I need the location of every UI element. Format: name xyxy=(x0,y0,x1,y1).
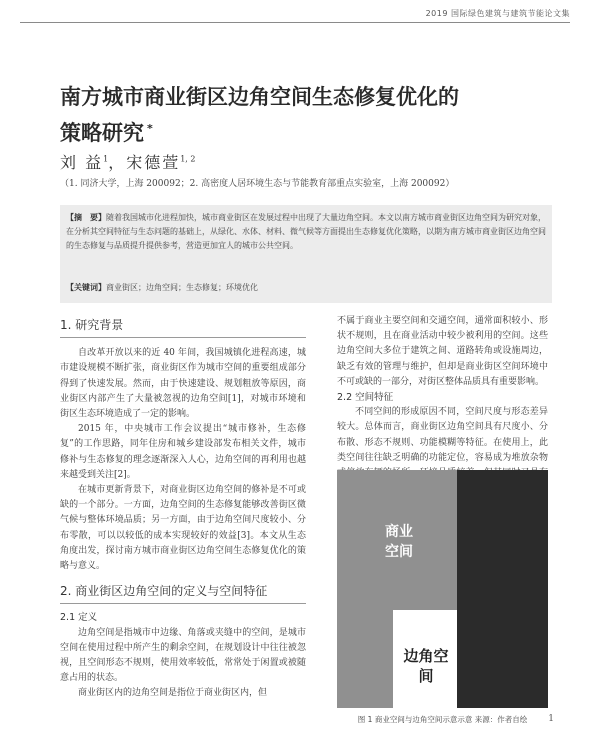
left-column xyxy=(60,318,306,702)
author-affiliation-mark: 1 xyxy=(103,154,109,164)
abstract-text: 随着我国城市化进程加快，城市商业街区在发展过程中出现了大量边角空间。本文以南方城市商业街区边角空间为研究对象，在分析其空间特征与生态问题的基础上，从绿化、水体、材料、微气候等方面提出生态修复优化策略，以期为南方城市商业街区边角空间的生态修复与品质提升提供参考，营造更加宜人的城市公共空间。 xyxy=(66,213,546,250)
figure-1 xyxy=(337,470,548,708)
page-number: 1 xyxy=(548,714,554,724)
title-line-1: 南方城市商业街区边角空间生态修复优化的 xyxy=(60,85,459,109)
subsection-heading-2-2: 2.2 空间特征 xyxy=(337,392,394,404)
figure-label-commercial: 商业空间 xyxy=(385,524,413,560)
author-name: 刘 益 xyxy=(60,153,104,172)
header-rule xyxy=(20,22,570,23)
keywords xyxy=(66,281,546,294)
running-header: 2019 国际绿色建筑与建筑节能论文集 xyxy=(425,9,570,18)
author-affiliation-mark: 1, 2 xyxy=(180,154,196,164)
author-name: 宋德萱 xyxy=(126,153,181,172)
keywords-label: 【关键词】 xyxy=(66,282,106,292)
title-line-2: 策略研究 * xyxy=(60,121,153,145)
figure-label-corner: 边角空间 xyxy=(403,647,449,685)
section-heading-1: 1. 研究背景 xyxy=(60,318,306,338)
author-affiliations: （1. 同济大学，上海 200092；2. 高密度人居环境生态与节能教育部重点实验室，上海 200092） xyxy=(60,179,455,189)
paragraph: 不属于商业主要空间和交通空间，通常面积较小、形状不规则，且在商业活动中较少被利用的空间。这些边角空间大多位于建筑之间、道路转角或设施周边，缺乏有效的管理与维护，但却是商业街区空间环境中不可或缺的一部分，对街区整体品质具有重要影响。 xyxy=(337,316,548,387)
subsection-heading-2-1: 2.1 定义 xyxy=(60,612,98,624)
paragraph: 2015 年，中央城市工作会议提出“城市修补，生态修复”的工作思路，同年住房和城乡建设部发布相关文件，城市修补与生态修复的理念逐渐深入人心，边角空间的再利用也越来越受到关注[2]。 xyxy=(60,424,306,480)
keywords-text: 商业街区；边角空间；生态修复；环境优化 xyxy=(106,283,258,292)
section-heading-2: 2. 商业街区边角空间的定义与空间特征 xyxy=(60,584,306,604)
abstract xyxy=(66,210,546,253)
abstract-label: 【摘 要】 xyxy=(66,212,106,222)
figure-caption: 图 1 商业空间与边角空间示意示意 来源：作者自绘 xyxy=(357,715,528,724)
paragraph: 商业街区内的边角空间是指位于商业街区内，但 xyxy=(78,688,268,699)
author-list xyxy=(60,150,195,173)
paragraph: 在城市更新背景下，对商业街区边角空间的修补是不可或缺的一个部分。一方面，边角空间的生态修复能够改善街区微气候与整体环境品质；另一方面，由于边角空间尺度较小、分布零散，可以以较低的成本实现较好的效益[3]。本文从生态角度出发，探讨南方城市商业街区边角空间生态修复优化的策略与意义。 xyxy=(60,485,306,572)
paragraph: 自改革开放以来的近 40 年间，我国城镇化进程高速，城市建设规模不断扩张，商业街区作为城市空间的重要组成部分得到了快速发展。然而，由于快速建设、规划粗放等原因，商业街区内部产生了大量被忽视的边角空间[1]，对城市环境和街区生态环境造成了一定的影响。 xyxy=(60,348,306,420)
paragraph: 边角空间是指城市中边缘、角落或夹缝中的空间，是城市空间在使用过程中所产生的剩余空间，在规划设计中往往被忽视，且空间形态不规则，使用效率较低，常常处于闲置或被随意占用的状态。 xyxy=(60,627,306,684)
paper-title xyxy=(60,82,500,149)
paragraph: 不同空间的形成原因不同，空间尺度与形态差异较大。总体而言，商业街区边角空间具有尺度小、分布散、形态不规则、功能模糊等特征。在使用上，此类空间往往缺乏明确的功能定位，容易成为堆放杂物 xyxy=(337,407,548,463)
author-separator: ， xyxy=(108,153,127,172)
title-footnote-mark: * xyxy=(147,122,153,135)
